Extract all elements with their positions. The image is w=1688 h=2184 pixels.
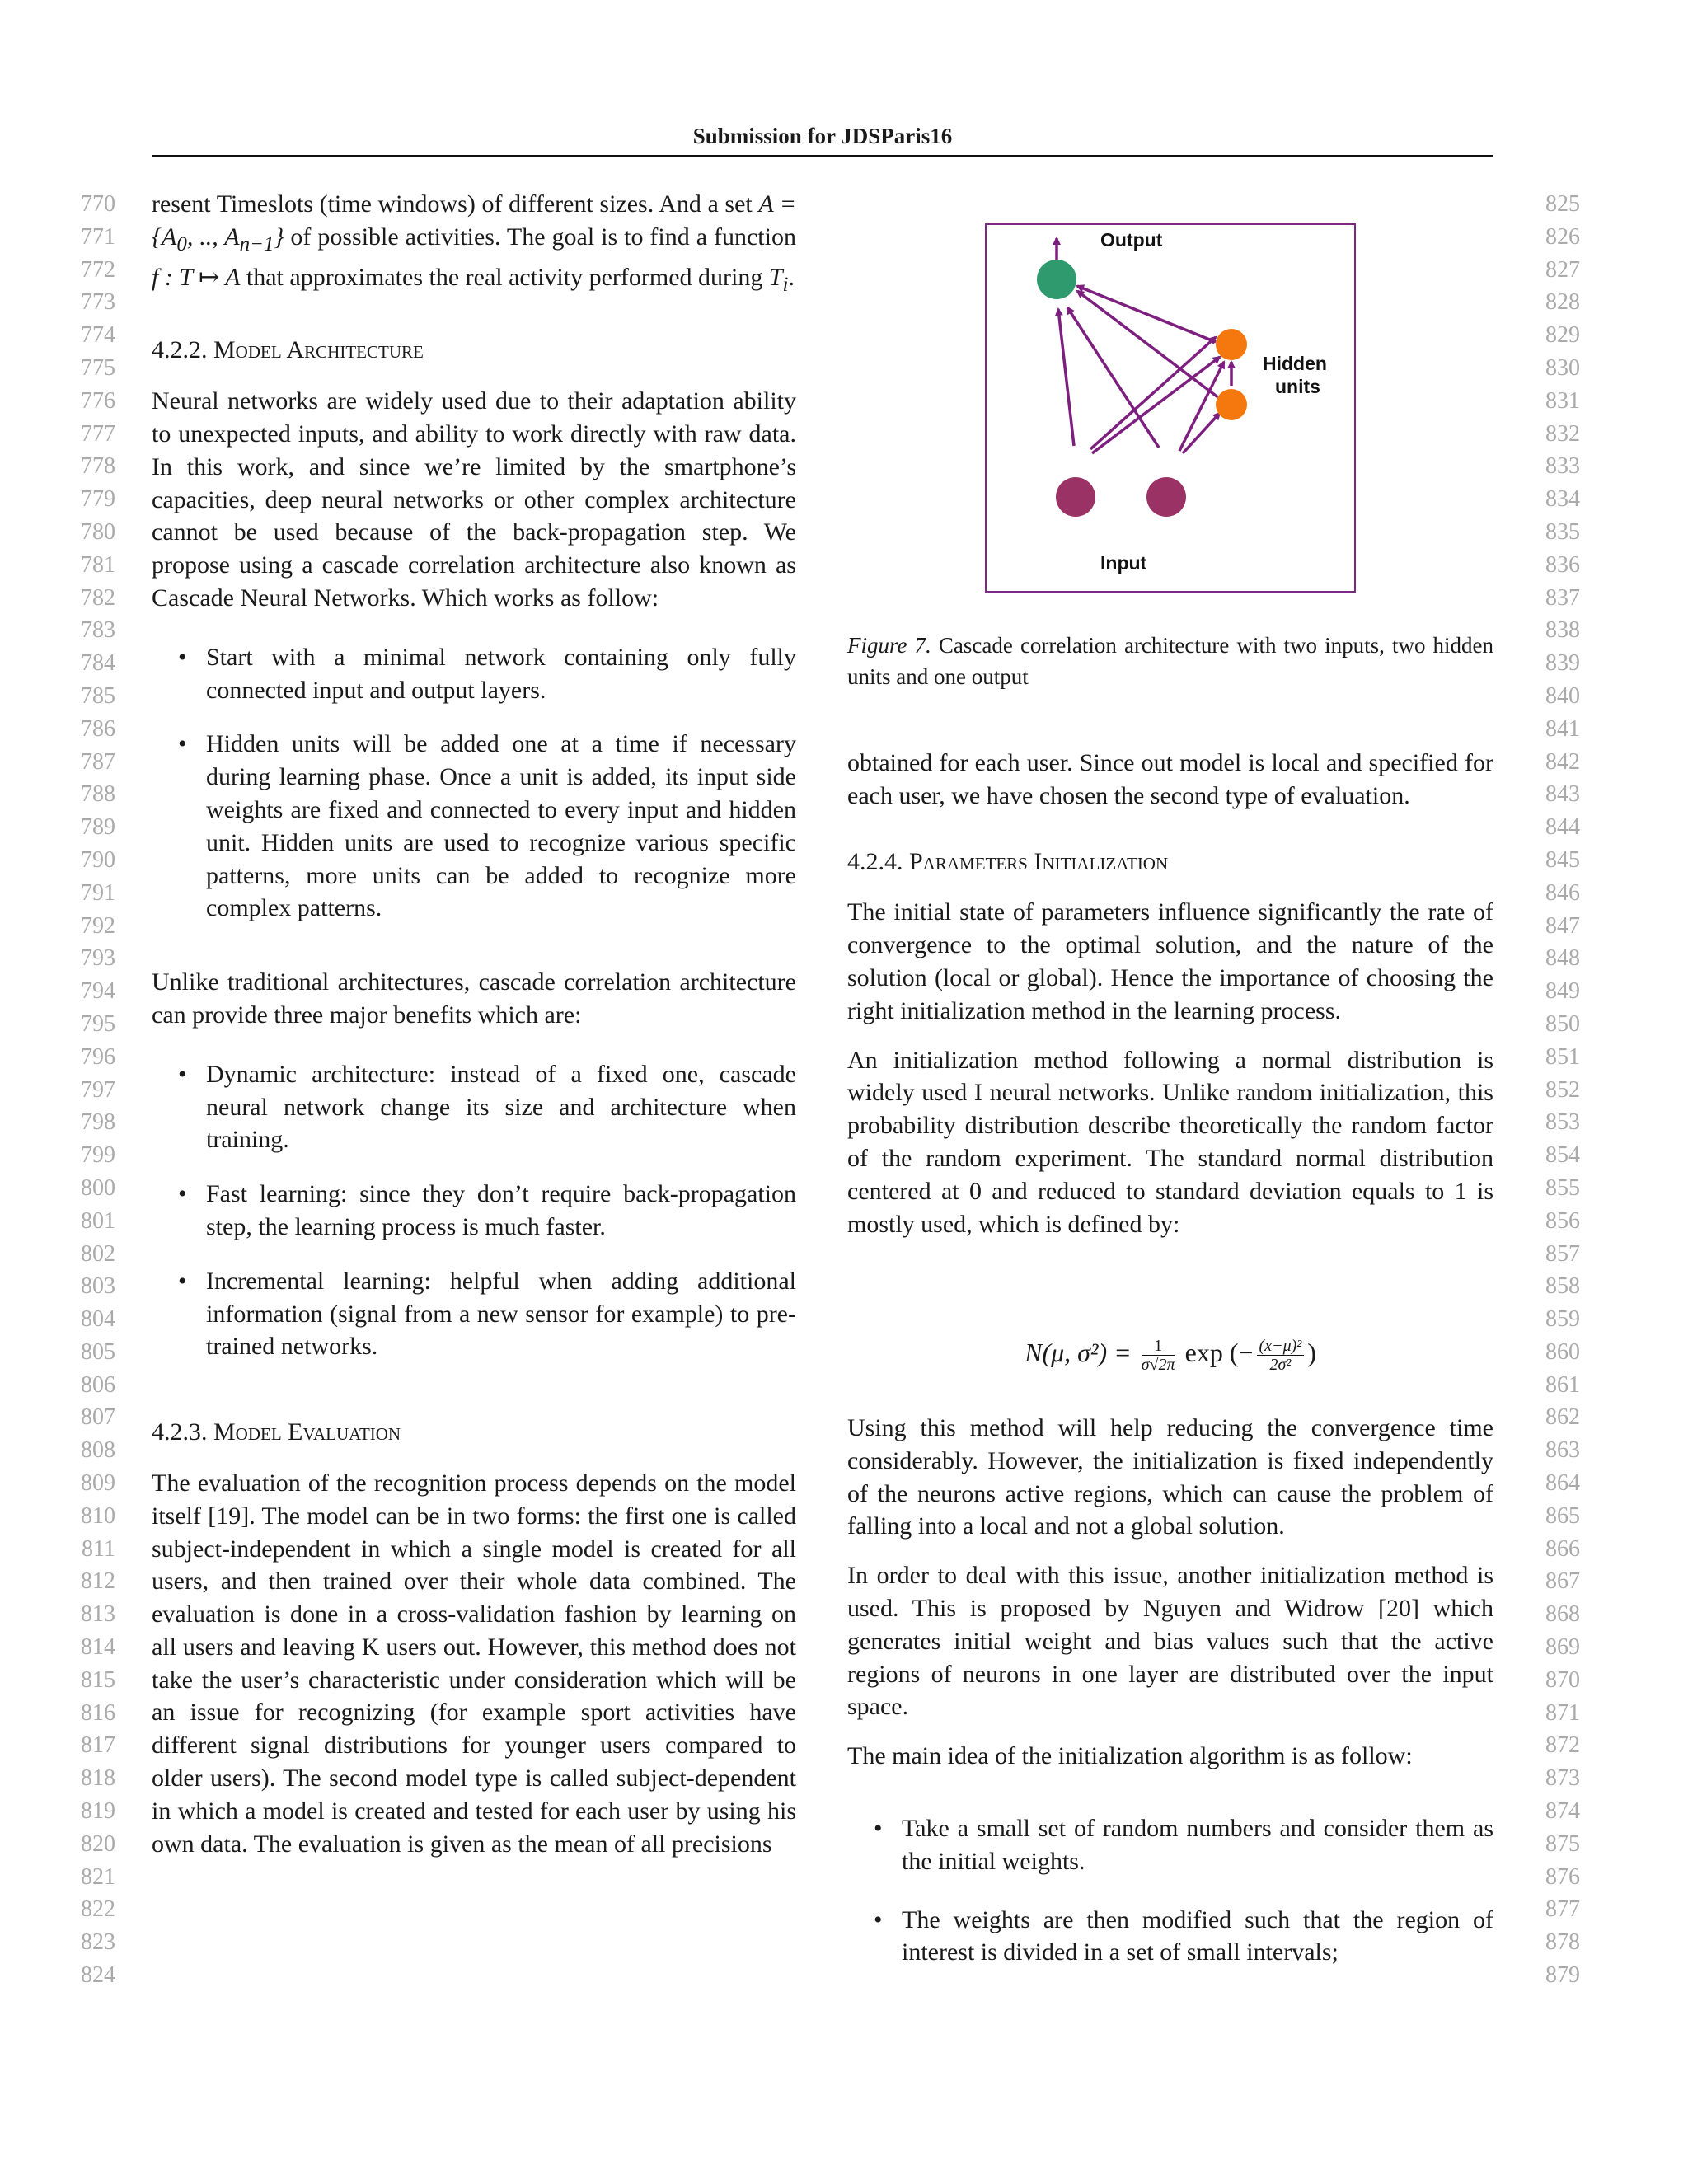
text-run: .	[788, 263, 795, 291]
line-number: 854	[1545, 1142, 1580, 1169]
section-number: 4.2.2.	[152, 336, 208, 364]
input-node-1	[1056, 477, 1095, 517]
line-number: 787	[81, 748, 115, 775]
line-number: 866	[1545, 1535, 1580, 1562]
line-number: 801	[81, 1207, 115, 1234]
line-number: 863	[1545, 1437, 1580, 1464]
line-number: 826	[1545, 223, 1580, 250]
line-number: 828	[1545, 289, 1580, 316]
line-number: 876	[1545, 1863, 1580, 1890]
edge-in1-out	[1058, 309, 1074, 446]
caption-text: Cascade correlation architecture with two inputs, two hidden units and one output	[847, 633, 1494, 689]
line-numbers-right	[1545, 188, 1611, 1992]
text-run: that approximates the real activity performed during	[240, 263, 769, 291]
line-number: 784	[81, 650, 115, 677]
line-number: 852	[1545, 1076, 1580, 1103]
line-number: 774	[81, 322, 115, 349]
line-number: 817	[81, 1732, 115, 1759]
line-number: 816	[81, 1699, 115, 1726]
eq-fraction-1	[1142, 1337, 1175, 1374]
line-number: 846	[1545, 879, 1580, 906]
line-number: 859	[1545, 1306, 1580, 1333]
math-ti	[768, 263, 789, 296]
line-number: 800	[81, 1174, 115, 1201]
figure-cascade-correlation	[985, 223, 1356, 593]
list-item: • Dynamic architecture: instead of a fixed one, cascade neural network change its size and architecture when training.	[206, 1058, 796, 1156]
line-number: 797	[81, 1076, 115, 1103]
line-number: 804	[81, 1306, 115, 1333]
line-number: 790	[81, 846, 115, 873]
line-number: 772	[81, 256, 115, 283]
math-sub: i	[782, 273, 789, 296]
list-item: • The weights are then modified such that the region of interest is divided in a set of small intervals;	[902, 1904, 1493, 1970]
line-number: 783	[81, 617, 115, 644]
line-number: 824	[81, 1962, 115, 1989]
line-number: 813	[81, 1601, 115, 1628]
caption-label: Figure 7.	[847, 633, 931, 658]
section-number: 4.2.3.	[152, 1418, 208, 1446]
line-number: 833	[1545, 453, 1580, 480]
line-number: 879	[1545, 1962, 1580, 1989]
paragraph-neural-networks: Neural networks are widely used due to their adaptation ability to unexpected inputs, and ability to work directly with raw data. In this work, and since we’re limited by the smartphone’s capacities, deep neural networks or other complex architecture cannot be used because of the back-propagation step. We propose using a cascade correlation architecture also known as Cascade Neural Networks. Which works as follow:	[152, 387, 796, 612]
line-number: 805	[81, 1338, 115, 1365]
line-number: 869	[1545, 1634, 1580, 1661]
line-number: 868	[1545, 1601, 1580, 1628]
math-run: T	[768, 263, 783, 291]
math-sub: 0	[176, 232, 187, 255]
right-column-upper	[847, 747, 1493, 1240]
line-number: 806	[81, 1371, 115, 1398]
line-number: 821	[81, 1863, 115, 1890]
line-number: 796	[81, 1043, 115, 1070]
line-number: 835	[1545, 518, 1580, 545]
label-output: Output	[1100, 229, 1163, 251]
line-number: 792	[81, 912, 115, 939]
eq-exp: exp (−	[1184, 1337, 1254, 1367]
math-run: }	[274, 223, 284, 251]
edge-in2-out	[1067, 307, 1159, 448]
line-number: 785	[81, 682, 115, 709]
line-number: 786	[81, 715, 115, 742]
section-title: Model Architecture	[213, 336, 424, 364]
paragraph-obtained: obtained for each user. Since out model is local and specified for each user, we have chosen the second type of evaluation.	[847, 749, 1493, 809]
line-number: 855	[1545, 1174, 1580, 1201]
line-number: 839	[1545, 650, 1580, 677]
text-run: resent Timeslots (time windows) of different sizes. And a set	[152, 190, 759, 218]
line-number: 867	[1545, 1568, 1580, 1595]
section-number: 4.2.4.	[847, 847, 903, 875]
line-number: 877	[1545, 1896, 1580, 1923]
paragraph-timeslots	[152, 188, 796, 301]
line-number: 875	[1545, 1830, 1580, 1857]
eq-denominator: σ√2π	[1141, 1356, 1175, 1374]
line-number: 842	[1545, 748, 1580, 775]
line-number: 838	[1545, 617, 1580, 644]
line-number: 825	[1545, 191, 1580, 217]
bullet-list-algorithm	[847, 1812, 1493, 1969]
line-number: 864	[1545, 1470, 1580, 1497]
line-number: 781	[81, 551, 115, 578]
line-number: 778	[81, 453, 115, 480]
math-function: f : T ↦ A	[152, 263, 241, 291]
edge-in1-h1	[1092, 357, 1220, 453]
line-number: 780	[81, 518, 115, 545]
list-item: • Hidden units will be added one at a time if necessary during learning phase. Once a unit is added, its input side weights are fixed and connected to every input and hidden unit. Hidden units are used to recognize various specific patterns, more units can be added to recognize more complex patterns.	[206, 728, 796, 925]
line-number: 851	[1545, 1043, 1580, 1070]
line-numbers-left	[49, 188, 115, 1992]
section-title: Parameters Initialization	[909, 847, 1169, 875]
line-number: 782	[81, 584, 115, 611]
list-item: • Take a small set of random numbers and consider them as the initial weights.	[902, 1812, 1493, 1878]
line-number: 827	[1545, 256, 1580, 283]
line-number: 776	[81, 387, 115, 414]
paragraph-using-method: Using this method will help reducing the convergence time considerably. However, the initialization is fixed independently of the neurons active regions, which can cause the problem of falling into a local and not a global solution.	[847, 1414, 1493, 1540]
bullet-list-benefits	[152, 1058, 796, 1363]
line-number: 831	[1545, 387, 1580, 414]
line-number: 850	[1545, 1010, 1580, 1037]
line-number: 809	[81, 1470, 115, 1497]
line-number: 840	[1545, 682, 1580, 709]
line-number: 841	[1545, 715, 1580, 742]
paragraph-initial-state: The initial state of parameters influence significantly the rate of convergence to the optimal solution, and the nature of the solution (local or global). Hence the importance of choosing the right initialization method in the learning process.	[847, 898, 1493, 1024]
line-number: 777	[81, 420, 115, 447]
line-number: 832	[1545, 420, 1580, 447]
hidden-unit-1	[1216, 329, 1247, 360]
line-number: 815	[81, 1666, 115, 1693]
list-item: • Incremental learning: helpful when adding additional information (signal from a new sensor for example) to pre-trained networks.	[206, 1265, 796, 1363]
figure-caption	[847, 630, 1493, 692]
line-number: 861	[1545, 1371, 1580, 1398]
line-number: 807	[81, 1404, 115, 1431]
section-title: Model Evaluation	[213, 1418, 401, 1446]
eq-close: )	[1307, 1337, 1316, 1367]
line-number: 818	[81, 1765, 115, 1792]
line-number: 843	[1545, 781, 1580, 808]
label-hidden: Hidden	[1263, 353, 1327, 374]
paragraph-nguyen-widrow: In order to deal with this issue, another initialization method is used. This is proposed by Nguyen and Widrow [20] which generates initial weight and bias values such that the active regions of neurons in one layer are distributed over the input space.	[847, 1562, 1493, 1721]
label-units: units	[1275, 376, 1320, 397]
line-number: 830	[1545, 354, 1580, 381]
paragraph-main-idea: The main idea of the initialization algorithm is as follow:	[847, 1742, 1413, 1770]
line-number: 795	[81, 1010, 115, 1037]
math-run: A = {A	[152, 190, 796, 251]
line-number: 779	[81, 486, 115, 513]
line-number: 791	[81, 879, 115, 906]
text-run: of possible activities. The goal is to find a function	[284, 223, 796, 251]
left-column	[152, 188, 796, 1860]
line-number: 794	[81, 978, 115, 1005]
line-number: 820	[81, 1830, 115, 1857]
bullet-list-steps	[152, 641, 796, 925]
math-run: , .., A	[186, 223, 240, 251]
line-number: 845	[1545, 846, 1580, 873]
list-item: • Fast learning: since they don’t require back-propagation step, the learning process is much faster.	[206, 1178, 796, 1244]
line-number: 823	[81, 1929, 115, 1956]
line-number: 802	[81, 1240, 115, 1267]
cascade-network-diagram	[987, 225, 1354, 591]
line-number: 814	[81, 1634, 115, 1661]
list-item: • Start with a minimal network containing only fully connected input and output layers.	[206, 641, 796, 707]
line-number: 812	[81, 1568, 115, 1595]
hidden-unit-2	[1216, 389, 1247, 420]
running-header: Submission for JDSParis16	[692, 124, 953, 148]
line-number: 819	[81, 1798, 115, 1825]
line-number: 770	[81, 191, 115, 217]
line-number: 849	[1545, 978, 1580, 1005]
edge-in1-h2	[1090, 337, 1216, 449]
paragraph-benefits-intro: Unlike traditional architectures, cascade correlation architecture can provide three major benefits which are:	[152, 968, 796, 1029]
section-heading-4-2-2	[152, 334, 796, 367]
line-number: 799	[81, 1142, 115, 1169]
paragraph-model-evaluation: The evaluation of the recognition process depends on the model itself [19]. The model can be in two forms: the first one is called subject-independent in which a single model is created for all users, and then trained over their whole data combined. The evaluation is done in a cross-validation fashion by learning on all users and leaving K users out. However, this method does not take the user’s characteristic under consideration which will be an issue for recognizing (for example sport activities have different signal distributions for younger users compared to older users). The second model type is called subject-dependent in which a model is created and tested for each user by using his own data. The evaluation is given as the mean of all precisions	[152, 1469, 796, 1858]
eq-lhs: N(μ, σ²) =	[1025, 1337, 1132, 1367]
line-number: 788	[81, 781, 115, 808]
line-number: 773	[81, 289, 115, 316]
eq-fraction-2	[1257, 1337, 1305, 1374]
line-number: 836	[1545, 551, 1580, 578]
line-number: 798	[81, 1109, 115, 1136]
line-number: 847	[1545, 912, 1580, 939]
line-number: 803	[81, 1273, 115, 1300]
label-input: Input	[1100, 552, 1147, 574]
line-number: 870	[1545, 1666, 1580, 1693]
eq-numerator: (x−μ)²	[1257, 1337, 1305, 1356]
line-number: 789	[81, 814, 115, 841]
line-number: 874	[1545, 1798, 1580, 1825]
line-number: 822	[81, 1896, 115, 1923]
eq-numerator: 1	[1142, 1337, 1175, 1356]
line-number: 857	[1545, 1240, 1580, 1267]
line-number: 793	[81, 945, 115, 972]
output-node	[1037, 260, 1076, 299]
edge-h1-out	[1077, 291, 1219, 398]
math-sub: n−1	[239, 232, 274, 255]
line-number: 844	[1545, 814, 1580, 841]
line-number: 837	[1545, 584, 1580, 611]
line-number: 771	[81, 223, 115, 250]
section-heading-4-2-3	[152, 1416, 796, 1449]
line-number: 865	[1545, 1502, 1580, 1529]
line-number: 856	[1545, 1207, 1580, 1234]
line-number: 878	[1545, 1929, 1580, 1956]
eq-denominator: 2σ²	[1269, 1356, 1292, 1374]
line-number: 872	[1545, 1732, 1580, 1759]
line-number: 810	[81, 1502, 115, 1529]
line-number: 775	[81, 354, 115, 381]
right-column-lower	[847, 1412, 1493, 1969]
line-number: 829	[1545, 322, 1580, 349]
equation-normal-distribution	[847, 1337, 1493, 1386]
edge-h2-out	[1077, 286, 1216, 342]
line-number: 834	[1545, 486, 1580, 513]
line-number: 858	[1545, 1273, 1580, 1300]
line-number: 808	[81, 1437, 115, 1464]
line-number: 871	[1545, 1699, 1580, 1726]
line-number: 862	[1545, 1404, 1580, 1431]
input-node-2	[1146, 477, 1186, 517]
line-number: 811	[82, 1535, 115, 1562]
line-number: 853	[1545, 1109, 1580, 1136]
header-rule	[152, 155, 1493, 157]
paragraph-normal-distribution: An initialization method following a normal distribution is widely used I neural networks. Unlike random initialization, this probability distribution describe theoretically the random factor of the random experiment. The standard normal distribution centered at 0 and reduced to standard deviation equals to 1 is mostly used, which is defined by:	[847, 1046, 1493, 1238]
line-number: 848	[1545, 945, 1580, 972]
section-heading-4-2-4	[847, 846, 1493, 879]
line-number: 873	[1545, 1765, 1580, 1792]
line-number: 860	[1545, 1338, 1580, 1365]
